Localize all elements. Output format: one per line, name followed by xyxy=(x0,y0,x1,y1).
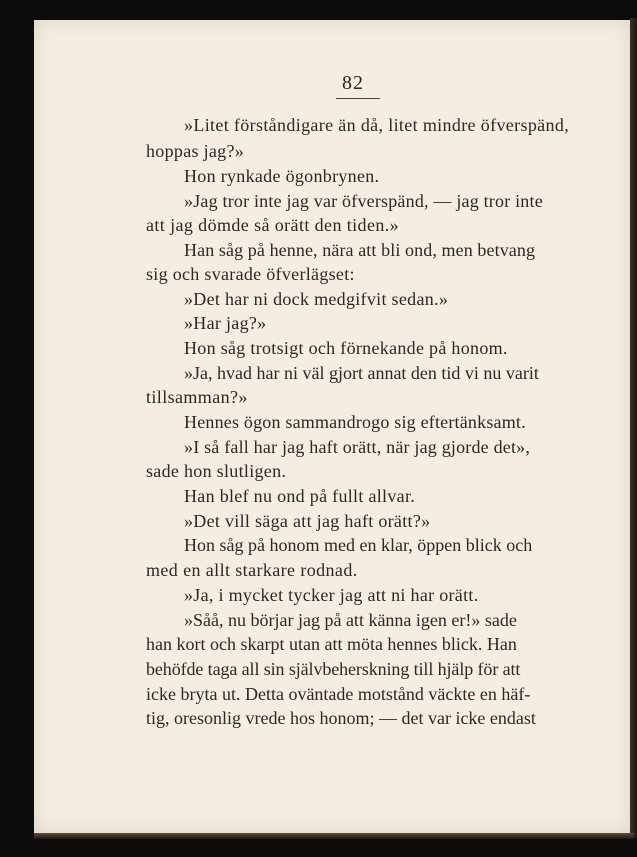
text-line: han kort och skarpt utan att möta hennes blick. Han xyxy=(146,634,517,654)
text-line: »Har jag?» xyxy=(184,313,267,333)
text-line: icke bryta ut. Detta oväntade motstånd väckte en häf- xyxy=(146,684,531,704)
text-line: »Det vill säga att jag haft orätt?» xyxy=(184,511,431,531)
text-line: »Litet förståndigare än då, litet mindre öfverspänd, xyxy=(184,115,570,135)
text-line: »Ja, hvad har ni väl gjort annat den tid vi nu varit xyxy=(184,363,539,383)
text-line: Hon såg på honom med en klar, öppen blick och xyxy=(184,535,533,555)
text-line: att jag dömde så orätt den tiden.» xyxy=(146,215,400,235)
text-line: »Jag tror inte jag var öfverspänd, — jag tror inte xyxy=(184,191,543,211)
text-line: »Såå, nu börjar jag på att känna igen er!» sade xyxy=(184,610,517,630)
text-line: sade hon slutligen. xyxy=(146,461,287,481)
text-line: Han blef nu ond på fullt allvar. xyxy=(184,486,416,506)
text-line: Hon rynkade ögonbrynen. xyxy=(184,166,380,186)
page-bottom-edge xyxy=(34,833,634,839)
text-line: »Ja, i mycket tycker jag att ni har orätt. xyxy=(184,585,479,605)
text-line: »I så fall har jag haft orätt, när jag gjorde det», xyxy=(184,437,531,457)
page-number: 82 xyxy=(342,72,364,94)
text-line: tig, oresonlig vrede hos honom; — det var icke endast xyxy=(146,708,536,728)
page-number-rule xyxy=(336,98,380,99)
text-line: Hon såg trotsigt och förnekande på honom. xyxy=(184,338,508,358)
text-line: sig och svarade öfverlägset: xyxy=(146,264,355,284)
page-edge xyxy=(630,18,637,838)
text-line: tillsamman?» xyxy=(146,387,248,407)
text-line: Hennes ögon sammandrogo sig eftertänksamt. xyxy=(184,412,526,432)
text-line: Han såg på henne, nära att bli ond, men betvang xyxy=(184,240,536,260)
text-line: behöfde taga all sin självbeherskning till hjälp för att xyxy=(146,659,521,679)
text-line: »Det har ni dock medgifvit sedan.» xyxy=(184,289,449,309)
text-line: hoppas jag?» xyxy=(146,141,245,161)
text-line: med en allt starkare rodnad. xyxy=(146,560,358,580)
